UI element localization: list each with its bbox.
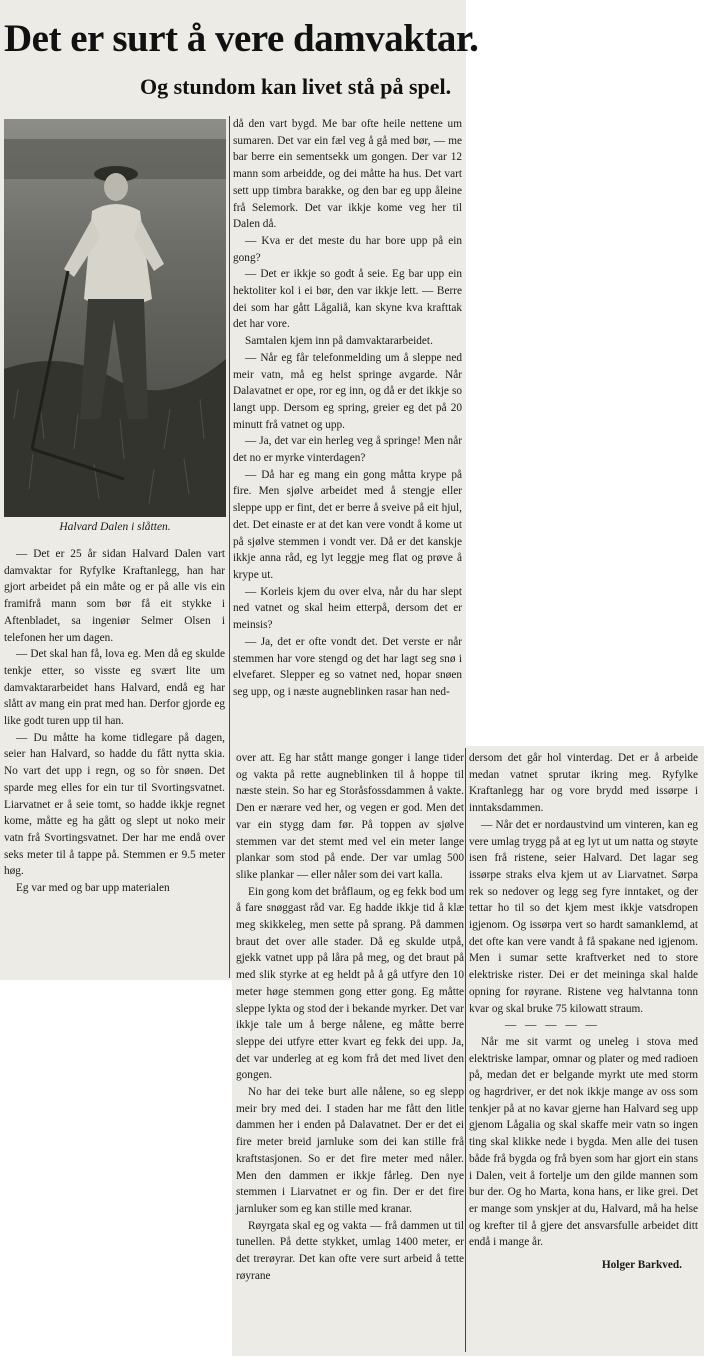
section-break: — — — — — [505, 1019, 600, 1032]
paragraph: Ein gong kom det bråflaum, og eg fekk bod um å fare snøggast råd var. Eg hadde ikkje tid å klæ meg skikkeleg, men sette på sprang. På dammen braut det over alle stader. Då eg skulde utpå, gjekk vatnet upp på låra på meg, og det braut på med slik styrke at eg heldt på å gå utfyre den 10 meter høge stemmen gong etter gong. Eg måtte sleppe lykta og stod der i bekande myrker. Det var ikkje tale um å berge nålene, eg måtte berre sleppe dei utfyre etter kvart eg fekk dei upp. Ja, det var underleg at eg kom frå det med livet den gongen. [236, 885, 464, 1082]
photo-caption: Halvard Dalen i slåtten. [59, 521, 171, 533]
paragraph: — Det er ikkje so godt å seie. Eg bar upp ein hektoliter kol i ei bør, den var ikkje lett. — Berre dei som har gått Lågaliå, kan skyne kva krafttak det har vore. [233, 268, 462, 331]
paragraph: Når me sit varmt og uneleg i stova med elektriske lampar, omnar og plater og med radioen på, medan det er belgande myrkt ute med storm og hagrdriver, er det nok ikkje mange av oss som tenkjer på at no kavar gjerne han Halvard seg upp gjenom Lågalia og skal skaffe meir vatn so ingen ting skal klikke nede i bygda. Men alle dei tusen både frå bygda og frå byen som har gjort ein stans i Dalen, veit å fortelje um den gilde mannen som bur der. Og ho Marta, kona hans, er like grei. Det er mange som ynskjer at du, Halvard, må ha helse og krefter til å gjere det ansvarsfulle arbeidet ditt endå i mange år. [469, 1035, 698, 1249]
text-column-4 [469, 750, 698, 1274]
text-column-2 [233, 116, 462, 701]
paragraph: Røyrgata skal eg og vakta — frå dammen ut til tunellen. På dette stykket, umlag 1400 meter, er det trerøyrar. Det kan ofte vere surt arbeid å tette røyrane [236, 1219, 464, 1282]
paragraph: — Det er 25 år sidan Halvard Dalen vart damvaktar for Ryfylke Kraftanlegg, han har gjort arbeidet på ein måte og er på alle vis ein framifrå mann som bør få eit stykke i Aftenbladet, sa ingeniør Selmer Olsen i telefonen her um dagen. [4, 548, 225, 644]
paragraph: dersom det går hol vinterdag. Det er å arbeide medan vatnet sprutar ikring meg. Ryfylke Kraftanlegg har og vore brydd med issørpe i inntaksdammen. [469, 752, 698, 815]
photo-halvard-dalen [4, 119, 226, 517]
paragraph: — Det skal han få, lova eg. Men då eg skulde tenkje etter, so visste eg svært lite um damvaktararbeidet hans Halvard, endå eg har slått av mang ein prat med han. Derfor gjorde eg like godt turen upp til han. [4, 648, 225, 728]
column-divider [465, 748, 466, 1352]
paragraph: — Når det er nordaustvind um vinteren, kan eg vere umlag trygg på at eg lyt ut um natta og støyte isen frå ristene, seier Halvard. Det lagar seg issørpe straks elva kjem ut av Liarvatnet. Sørpa rek so nedover og legg seg fyre inntaket, og der tettar ho til so det kjem mest ikkje vatsdropen igjenom. Og issørpa vert so hardt samanklemd, at det ofte kan vere vandt å få spakane ned igjenom. Men i sumar sette kraftverket ned to store elektriske rister. Dei er det meininga skal halde opning for røyrane. Ristene veg halvtanna tonn kvar og skal bruke 75 kilowatt straum. [469, 818, 698, 1015]
photo-illustration [4, 119, 226, 517]
paragraph: Eg var med og bar upp materialen [16, 882, 170, 895]
text-column-3 [236, 750, 464, 1285]
text-column-1 [4, 546, 225, 897]
paragraph: — Ja, det er ofte vondt det. Det verste er når stemmen har vore stengd og det har lagt seg snø i elvefaret. Slepper eg so vatnet ned, hopar snøen seg upp, og i næste augneblinken rasar han ned- [233, 635, 462, 698]
headline: Det er surt å vere damvaktar. [4, 17, 479, 60]
paragraph: — Du måtte ha kome tidlegare på dagen, seier han Halvard, so hadde du fått nytta skia. No vart det upp i regn, og so fòr snøen. Det sparde meg elles for ein tur til Svortingsvatnet. Liarvatnet er å seie tomt, so hadde ikkje regnet kome, måtte eg ha gått og slept ut noko meir vatn frå Svortingsvatnet. Der har me endå over seks meter til å tappe på. Stemmen er 9.5 meter høg. [4, 731, 225, 878]
paragraph: — Korleis kjem du over elva, når du har slept ned vatnet og skal heim etterpå, dersom det er meinsis? [233, 585, 462, 632]
author-signature: Holger Barkved. [601, 1259, 682, 1272]
subheadline: Og stundom kan livet stå på spel. [140, 74, 452, 99]
paragraph: — Då har eg mang ein gong måtta krype på fire. Men sjølve arbeidet med å stengje eller sleppe upp er fint, det er berre å sveive på eit hjul, det. Det einaste er at det kan vere vondt å kome ut på sjølve stemmen i vondt ver. Då er det kanskje ikkje anna råd, eg lyt leggje meg flat og prøve å krype ut. [233, 468, 462, 581]
paragraph: over att. Eg har stått mange gonger i lange tider og vakta på rette augneblinken til å hoppe til næste stein. So har eg Storåsfossdammen å vakte. Den er nærare ved her, og vegen er god. Men det var ein stygg dam før. På toppen av sjølve stemmen var det stemt med vel ein meter lange plankar som stod på ende. Der var umlag 500 slike plankar — eller nåler som dei vart kalla. [236, 752, 464, 881]
paragraph: — Ja, det var ein herleg veg å springe! Men når det no er myrke vinterdagen? [233, 435, 462, 465]
paragraph: No har dei teke burt alle nålene, so eg slepp meir bry med dei. I staden har me fått den litle dammen her i enden på Dalavatnet. Der er det ei fire meter breid jarnluke som dei kan stille frå kraftstasjonen. So er det fire meter med nåler. Men den dammen er ikkje fårleg. Den nye stemmen i Liarvatnet er og fin. Der er det fire jarnluker som eg kan stille med kranar. [236, 1086, 464, 1215]
paragraph: Samtalen kjem inn på damvaktararbeidet. [245, 335, 433, 348]
paragraph: — Når eg får telefonmelding um å sleppe ned meir vatn, må eg helst springe avgarde. Når Dalavatnet er ope, ror eg inn, og då er det ikkje so langt upp. Dersom eg spring, greier eg det på 20 minutt frå vatnet og upp. [233, 351, 462, 431]
column-divider [229, 116, 230, 978]
paragraph: då den vart bygd. Me bar ofte heile nettene um sumaren. Det var ein fæl veg å gå med bør, — me bar berre ein sementsekk um gongen. Der var 12 mann som arbeidde, og dei måtte ha hus. Det vart sett upp timbra barakke, og den bar eg upp åleine frå Selemork. Det var ikkje kome veg her til Dalen då. [233, 118, 462, 231]
paragraph: — Kva er det meste du har bore upp på ein gong? [233, 234, 462, 264]
